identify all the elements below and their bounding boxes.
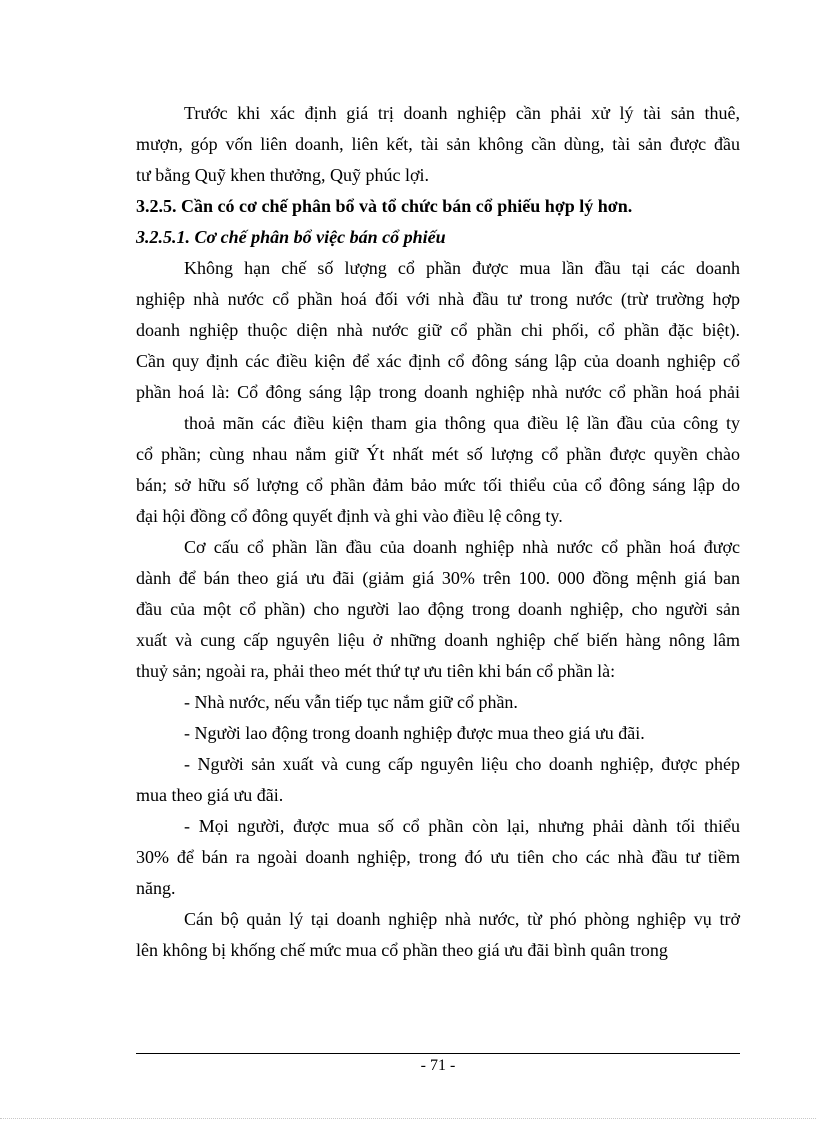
list-item-everyone [136,811,740,904]
paragraph-managers [136,904,740,966]
text-line: - Người sản xuất và cung cấp nguyên liệu cho doanh nghiệp, được phép [184,754,740,774]
text-line: tư bằng Quỹ khen thưởng, Quỹ phúc lợi. [136,165,430,185]
text-line: Không hạn chế số lượng cổ phần được mua lần đầu tại các doanh [184,258,740,278]
text-line: lên không bị khống chế mức mua cổ phần theo giá ưu đãi bình quân trong [136,940,668,960]
text-line: mượn, góp vốn liên doanh, liên kết, tài sản không cần dùng, tài sản được đầu [136,134,740,154]
paragraph-asset-handling [136,98,740,191]
footer-divider [136,1053,740,1054]
text-line: mua theo giá ưu đãi. [136,785,284,805]
document-body [136,98,740,966]
text-line: Trước khi xác định giá trị doanh nghiệp cần phải xử lý tài sản thuê, [184,103,740,123]
text-line: bán; sở hữu số lượng cổ phần đảm bảo mức tối thiểu của cổ đông sáng lập do [136,475,740,495]
text-line: doanh nghiệp thuộc diện nhà nước giữ cổ phần chi phối, cổ phần đặc biệt). [136,320,740,340]
text-line: phần hoá là: Cổ đông sáng lập trong doanh nghiệp nhà nước cổ phần hoá phải [136,382,740,402]
section-heading-3-2-5: 3.2.5. Cần có cơ chế phân bổ và tổ chức bán cổ phiếu hợp lý hơn. [136,196,633,216]
text-line: Cơ cấu cổ phần lần đầu của doanh nghiệp nhà nước cổ phần hoá được [184,537,740,557]
text-line: cổ phần; cùng nhau nắm giữ Ýt nhất mét số lượng cổ phần được quyền chào [136,444,740,464]
text-line: xuất và cung cấp nguyên liệu ở những doanh nghiệp chế biến hàng nông lâm [136,630,740,650]
list-item-state: - Nhà nước, nếu vẫn tiếp tục nắm giữ cổ phần. [184,692,518,712]
paragraph-no-limit [136,253,740,408]
text-line: thuỷ sản; ngoài ra, phải theo mét thứ tự ưu tiên khi bán cổ phần là: [136,661,616,681]
list-item-suppliers [136,749,740,811]
text-line: đầu của một cổ phần) cho người lao động trong doanh nghiệp, cho người sản [136,599,740,619]
text-line: dành để bán theo giá ưu đãi (giảm giá 30% trên 100. 000 đồng mệnh giá ban [136,568,740,588]
paragraph-share-structure [136,532,740,687]
text-line: Cần quy định các điều kiện để xác định cổ đông sáng lập của doanh nghiệp cổ [136,351,740,371]
text-line: Cán bộ quản lý tại doanh nghiệp nhà nước, từ phó phòng nghiệp vụ trở [184,909,740,929]
text-line: thoả mãn các điều kiện tham gia thông qua điều lệ lần đầu của công ty [184,413,740,433]
list-item-employees: - Người lao động trong doanh nghiệp được mua theo giá ưu đãi. [184,723,645,743]
text-line: 30% để bán ra ngoài doanh nghiệp, trong đó ưu tiên cho các nhà đầu tư tiềm [136,847,740,867]
subsection-heading-3-2-5-1: 3.2.5.1. Cơ chế phân bổ việc bán cổ phiếu [136,227,446,247]
text-line: - Mọi người, được mua số cổ phần còn lại, nhưng phải dành tối thiểu [184,816,740,836]
text-line: năng. [136,878,176,898]
paragraph-founding-shareholders [136,408,740,532]
page-bottom-border [0,1118,816,1119]
text-line: nghiệp nhà nước cổ phần hoá đối với nhà đầu tư trong nước (trừ trường hợp [136,289,740,309]
page-number: - 71 - [420,1057,456,1074]
text-line: đại hội đồng cổ đông quyết định và ghi vào điều lệ công ty. [136,506,563,526]
